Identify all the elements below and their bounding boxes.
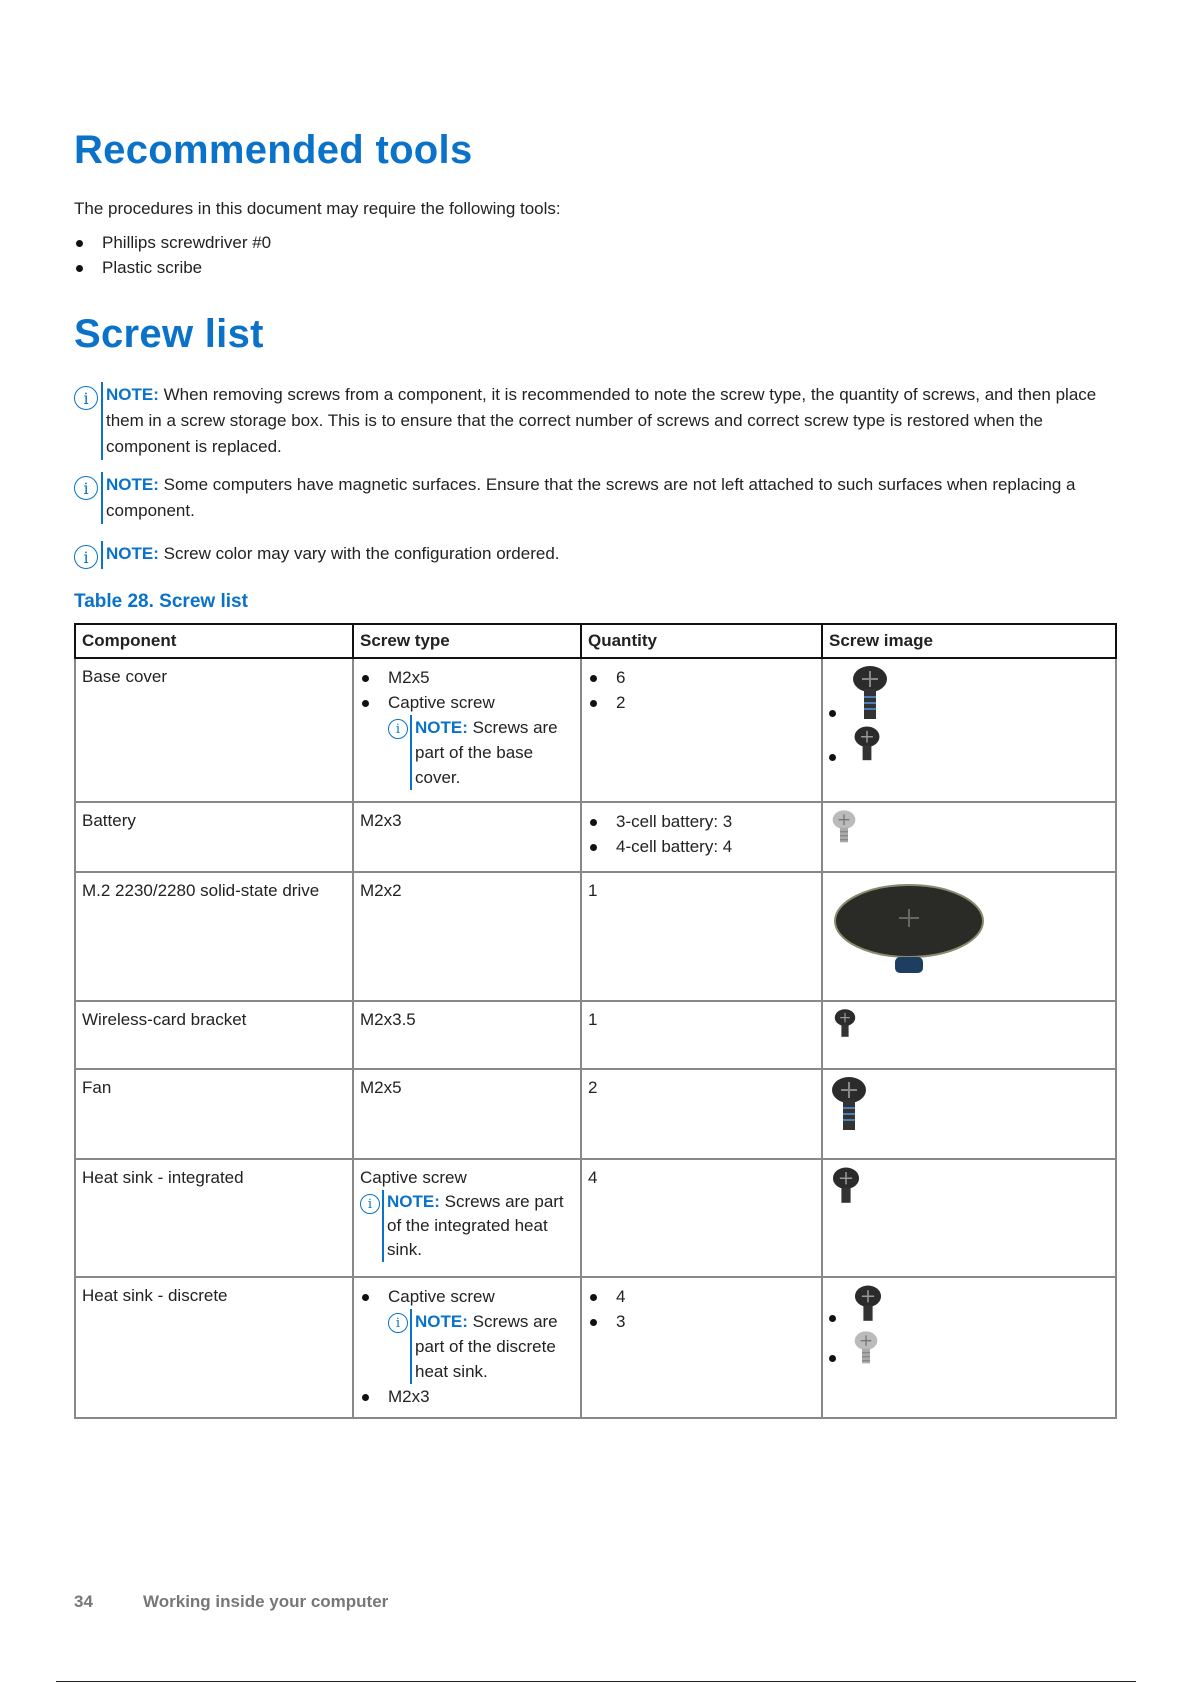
table-row [75, 658, 1116, 802]
screw-type-item [360, 690, 574, 790]
quantity-item: 4-cell battery: 4 [588, 834, 815, 859]
footer-title: Working inside your computer [143, 1592, 389, 1611]
screw-type-cell: M2x3 [353, 802, 581, 872]
table-row [75, 1277, 1116, 1418]
info-icon: i [388, 1313, 408, 1333]
note-label: NOTE: [106, 544, 159, 563]
quantity-item: 3-cell battery: 3 [588, 809, 815, 834]
note-label: NOTE: [106, 385, 159, 404]
screw-type-text: Captive screw [360, 1168, 467, 1187]
screw-type-cell: M2x3.5 [353, 1001, 581, 1069]
table-row [75, 802, 1116, 872]
component-cell: Wireless-card bracket [75, 1001, 353, 1069]
note-text: Screws are part of the discrete heat sink. [415, 1312, 558, 1381]
info-icon: i [388, 719, 408, 739]
note-removing-screws [74, 382, 1114, 460]
table-header-row [75, 624, 1116, 658]
screw-m2x2-image [829, 879, 989, 979]
note-text: Some computers have magnetic surfaces. Ensure that the screws are not left attached to such surfaces when replacing a component. [106, 475, 1076, 520]
screw-type-item [360, 1284, 574, 1384]
screw-image-cell [822, 658, 1116, 802]
screw-type-item: M2x5 [360, 665, 574, 690]
quantity-cell: 2 [581, 1069, 822, 1159]
header-screw-image: Screw image [822, 624, 1116, 658]
screw-image-cell [822, 1069, 1116, 1159]
note-magnetic [74, 472, 1114, 524]
info-icon: i [74, 545, 98, 569]
component-cell: Battery [75, 802, 353, 872]
note-label: NOTE: [415, 1312, 468, 1331]
screw-image-cell [822, 1001, 1116, 1069]
screw-type-cell: M2x5 [353, 1069, 581, 1159]
screw-type-item: M2x3 [360, 1384, 574, 1409]
quantity-cell: 1 [581, 872, 822, 1001]
screw-image-cell [822, 1277, 1116, 1418]
note-label: NOTE: [415, 718, 468, 737]
screw-list-heading: Screw list [74, 312, 264, 356]
tool-item: Plastic scribe [74, 255, 271, 280]
table-caption: Table 28. Screw list [74, 591, 248, 612]
note-label: NOTE: [106, 475, 159, 494]
cell-note [388, 1309, 574, 1384]
page-number: 34 [74, 1592, 93, 1611]
screw-image-cell [822, 872, 1116, 1001]
table-row [75, 1001, 1116, 1069]
screw-type-text: Captive screw [388, 1287, 495, 1306]
quantity-cell [581, 1277, 822, 1418]
captive-screw-image [850, 1284, 886, 1330]
table-row [75, 872, 1116, 1001]
screw-m2x3-image [850, 1330, 882, 1370]
screw-m2x5-image [850, 665, 890, 725]
screw-image-cell [822, 802, 1116, 872]
quantity-item: 6 [588, 665, 815, 690]
cell-note [388, 715, 574, 790]
cell-note [360, 1190, 574, 1262]
screw-type-cell [353, 1159, 581, 1277]
note-text: Screw color may vary with the configuration ordered. [158, 544, 560, 563]
component-cell: Fan [75, 1069, 353, 1159]
screw-m2x3-image [829, 809, 859, 849]
quantity-cell: 1 [581, 1001, 822, 1069]
quantity-cell [581, 802, 822, 872]
table-row [75, 1069, 1116, 1159]
note-text: Screws are part of the integrated heat sink. [387, 1192, 564, 1259]
tools-list [74, 230, 271, 280]
tool-item: Phillips screwdriver #0 [74, 230, 271, 255]
screw-type-cell: M2x2 [353, 872, 581, 1001]
table-row [75, 1159, 1116, 1277]
component-cell: Base cover [75, 658, 353, 802]
captive-screw-image [829, 1166, 863, 1212]
component-cell: Heat sink - discrete [75, 1277, 353, 1418]
component-cell: M.2 2230/2280 solid-state drive [75, 872, 353, 1001]
header-screw-type: Screw type [353, 624, 581, 658]
component-cell: Heat sink - integrated [75, 1159, 353, 1277]
screw-m2x5-image [829, 1076, 869, 1136]
quantity-item: 4 [588, 1284, 815, 1309]
screw-m2x3-5-image [829, 1008, 861, 1044]
header-component: Component [75, 624, 353, 658]
note-label: NOTE: [387, 1192, 440, 1211]
note-text: Screws are part of the base cover. [415, 718, 558, 787]
note-color [74, 541, 1114, 569]
quantity-item: 2 [588, 690, 815, 715]
note-text: When removing screws from a component, it is recommended to note the screw type, the quantity of screws, and then place them in a screw storage box. This is to ensure that the correct number of screws and correct screw type is restored when the component is replaced. [106, 385, 1097, 456]
quantity-item: 3 [588, 1309, 815, 1334]
screw-list-table [74, 623, 1117, 1419]
screw-type-cell [353, 658, 581, 802]
tools-intro: The procedures in this document may require the following tools: [74, 199, 561, 218]
captive-screw-image [850, 725, 884, 769]
screw-type-cell [353, 1277, 581, 1418]
quantity-cell [581, 658, 822, 802]
info-icon: i [360, 1194, 380, 1214]
header-quantity: Quantity [581, 624, 822, 658]
recommended-tools-heading: Recommended tools [74, 128, 473, 172]
quantity-cell: 4 [581, 1159, 822, 1277]
screw-image-cell [822, 1159, 1116, 1277]
footer-divider [56, 1681, 1136, 1682]
info-icon: i [74, 476, 98, 500]
info-icon: i [74, 386, 98, 410]
screw-type-text: Captive screw [388, 693, 495, 712]
